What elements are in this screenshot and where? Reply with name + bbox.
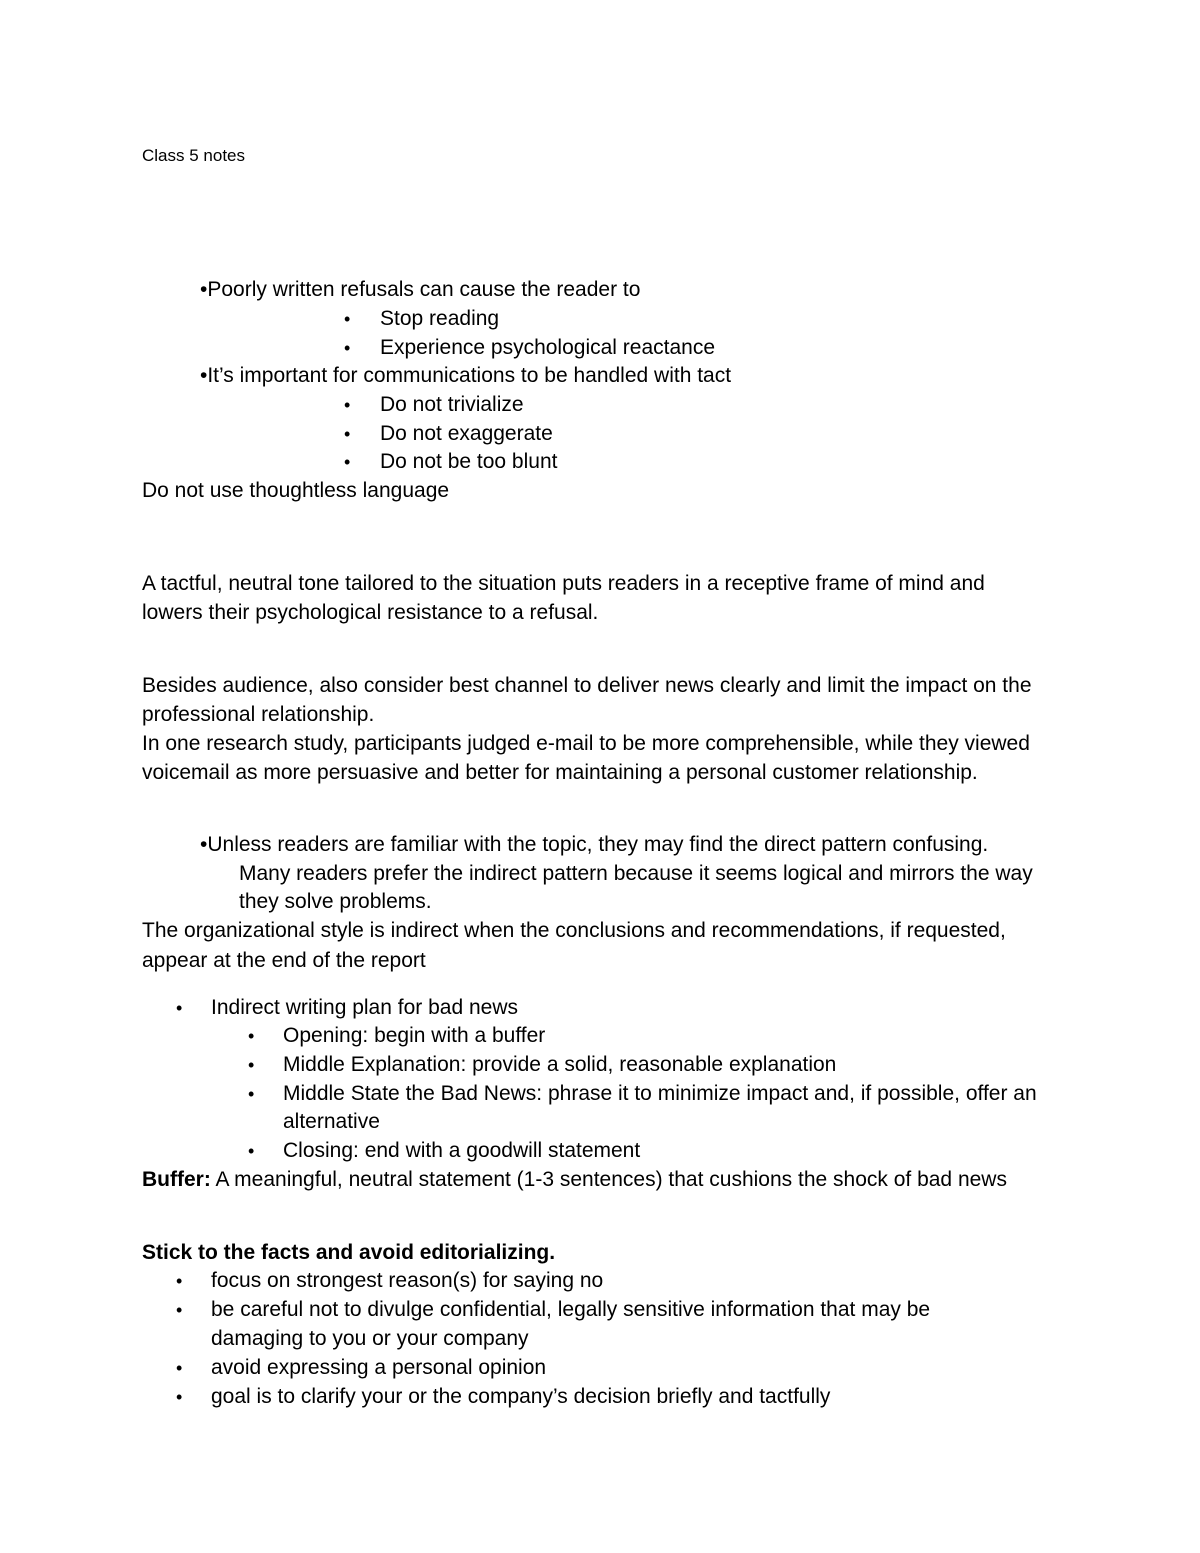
section-heading xyxy=(142,1239,555,1267)
list-item: focus on strongest reason(s) for saying no xyxy=(211,1269,604,1292)
paragraph-line: Many readers prefer the indirect pattern because it seems logical and mirrors the way xyxy=(239,862,1033,885)
list-item: Opening: begin with a buffer xyxy=(283,1024,546,1047)
bullet-marker: • xyxy=(344,309,351,329)
bullet-marker: • xyxy=(344,424,351,444)
bullet-line: •Unless readers are familiar with the topic, they may find the direct pattern confusing. xyxy=(200,833,989,856)
bullet-line: •Poorly written refusals can cause the reader to xyxy=(200,278,641,301)
list-item: be careful not to divulge confidential, legally sensitive information that may be xyxy=(211,1298,931,1321)
paragraph-line: The organizational style is indirect when the conclusions and recommendations, if requested, xyxy=(142,919,1006,942)
paragraph-line: Besides audience, also consider best channel to deliver news clearly and limit the impact on the xyxy=(142,674,1032,697)
list-item: Do not be too blunt xyxy=(380,450,558,473)
buffer-text: A meaningful, neutral statement (1-3 sentences) that cushions the shock of bad news xyxy=(210,1168,1007,1191)
page-title: Class 5 notes xyxy=(142,146,245,165)
bullet-marker: • xyxy=(176,1387,183,1407)
list-item: Experience psychological reactance xyxy=(380,336,716,359)
list-item: Stop reading xyxy=(380,307,500,330)
paragraph-line: they solve problems. xyxy=(239,890,432,913)
list-item: Closing: end with a goodwill statement xyxy=(283,1139,641,1162)
bullet-marker: • xyxy=(176,1300,183,1320)
bullet-marker: • xyxy=(176,1271,183,1291)
list-item: goal is to clarify your or the company’s decision briefly and tactfully xyxy=(211,1385,831,1408)
bullet-line: •It’s important for communications to be handled with tact xyxy=(200,364,732,387)
bullet-marker: • xyxy=(176,1358,183,1378)
list-item: Do not trivialize xyxy=(380,393,524,416)
list-heading: Indirect writing plan for bad news xyxy=(211,996,518,1019)
bullet-marker: • xyxy=(344,338,351,358)
bullet-marker: • xyxy=(176,998,183,1018)
paragraph-line: In one research study, participants judged e-mail to be more comprehensible, while they viewed xyxy=(142,732,1030,755)
paragraph-line: appear at the end of the report xyxy=(142,949,426,972)
paragraph-line: A tactful, neutral tone tailored to the situation puts readers in a receptive frame of mind and xyxy=(142,572,985,595)
list-item-continuation: alternative xyxy=(283,1110,380,1133)
buffer-label: Buffer: xyxy=(142,1168,211,1191)
paragraph-line: voicemail as more persuasive and better for maintaining a personal customer relationship. xyxy=(142,761,978,784)
list-item: Middle State the Bad News: phrase it to minimize impact and, if possible, offer an xyxy=(283,1082,1037,1105)
bullet-marker: • xyxy=(248,1055,255,1075)
section-heading-text: Stick to the facts and avoid editorializing. xyxy=(142,1241,556,1264)
list-item: Do not exaggerate xyxy=(380,422,553,445)
list-item: Middle Explanation: provide a solid, reasonable explanation xyxy=(283,1053,837,1076)
paragraph-line: Do not use thoughtless language xyxy=(142,479,450,502)
list-item-continuation: damaging to you or your company xyxy=(211,1327,529,1350)
paragraph-line: lowers their psychological resistance to a refusal. xyxy=(142,601,599,624)
bullet-marker: • xyxy=(248,1084,255,1104)
paragraph-line: professional relationship. xyxy=(142,703,375,726)
list-item: avoid expressing a personal opinion xyxy=(211,1356,547,1379)
bullet-marker: • xyxy=(344,395,351,415)
bullet-marker: • xyxy=(248,1141,255,1161)
bullet-marker: • xyxy=(344,452,351,472)
buffer-definition xyxy=(142,1166,1007,1194)
bullet-marker: • xyxy=(248,1026,255,1046)
